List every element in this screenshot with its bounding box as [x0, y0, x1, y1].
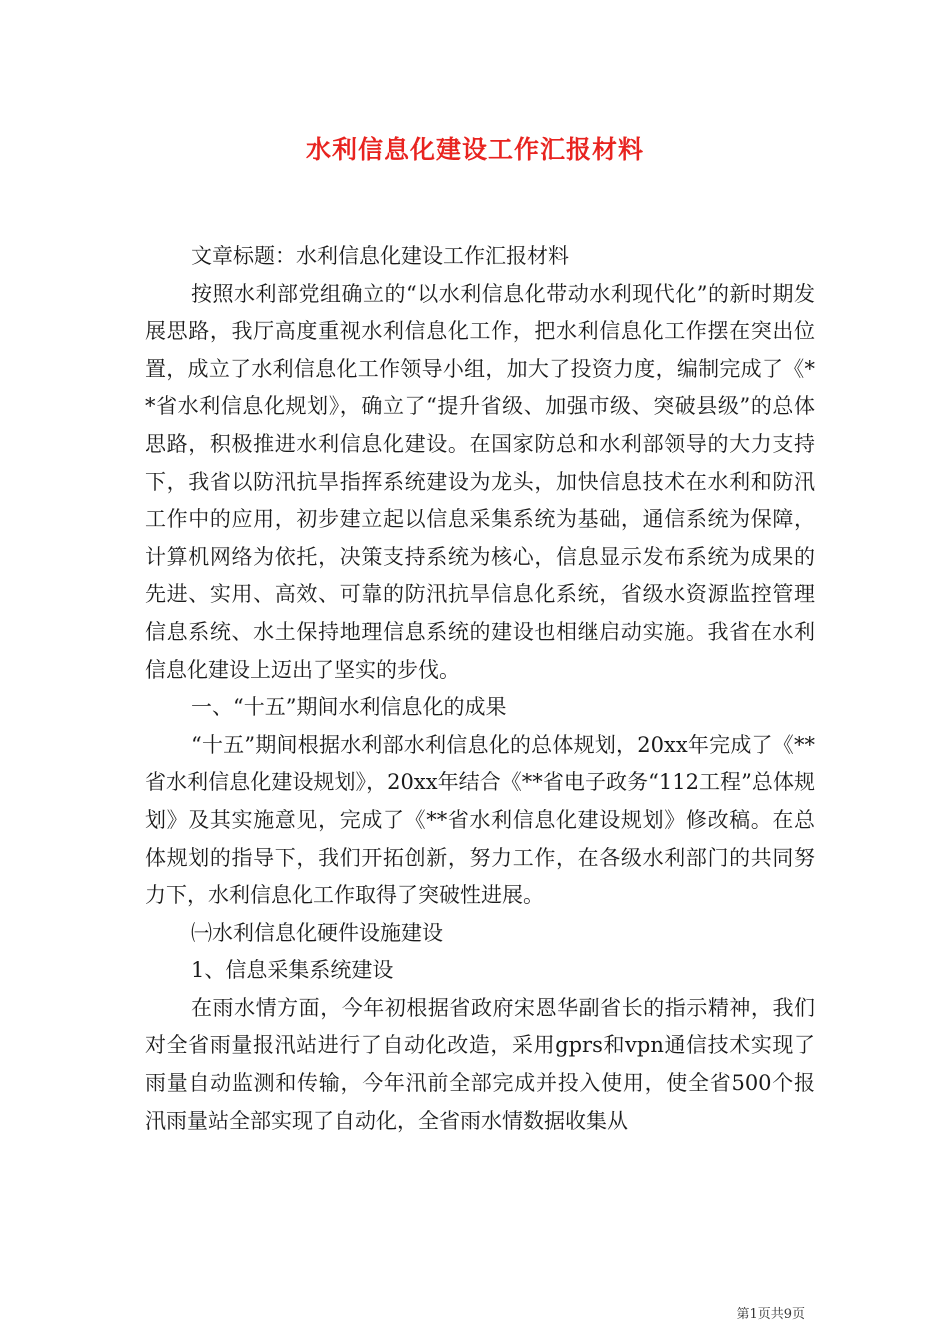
document-title: 水利信息化建设工作汇报材料 [305, 135, 644, 164]
document-body [145, 238, 815, 1140]
section-heading-1: 一、“十五”期间水利信息化的成果 [191, 695, 507, 720]
article-title-line: 文章标题：水利信息化建设工作汇报材料 [191, 244, 569, 268]
paragraph-rain-water: 在雨水情方面，今年初根据省政府宋恩华副省长的指示精神，我们对全省雨量报汛站进行了自动化改造，采用gprs和vpn通信技术实现了雨量自动监测和传输，今年汛前全部完成并投入使用，使全省500个报汛雨量站全部实现了自动化，全省雨水情数据收集从 [145, 995, 815, 1133]
paragraph-section-1: “十五”期间根据水利部水利信息化的总体规划，20xx年完成了《**省水利信息化建设规划》，20xx年结合《**省电子政务“112工程”总体规划》及其实施意见，完成了《**省水利信息化建设规划》修改稿。在总体规划的指导下，我们开拓创新，努力工作，在各级水利部门的共同努力下，水利信息化工作取得了突破性进展。 [145, 732, 815, 908]
item-heading-1: 1、信息采集系统建设 [191, 958, 394, 983]
paragraph-intro: 按照水利部党组确立的“以水利信息化带动水利现代化”的新时期发展思路，我厅高度重视水利信息化工作，把水利信息化工作摆在突出位置，成立了水利信息化工作领导小组，加大了投资力度，编制完成了《**省水利信息化规划》，确立了“提升省级、加强市级、突破县级”的总体思路，积极推进水利信息化建设。在国家防总和水利部领导的大力支持下，我省以防汛抗旱指挥系统建设为龙头，加快信息技术在水利和防汛工作中的应用，初步建立起以信息采集系统为基础，通信系统为保障，计算机网络为依托，决策支持系统为核心，信息显示发布系统为成果的先进、实用、高效、可靠的防汛抗旱信息化系统，省级水资源监控管理信息系统、水土保持地理信息系统的建设也相继启动实施。我省在水利信息化建设上迈出了坚实的步伐。 [145, 281, 815, 682]
subsection-heading-1: ㈠水利信息化硬件设施建设 [191, 920, 443, 945]
page-number: 第1页共9页 [736, 1307, 805, 1322]
